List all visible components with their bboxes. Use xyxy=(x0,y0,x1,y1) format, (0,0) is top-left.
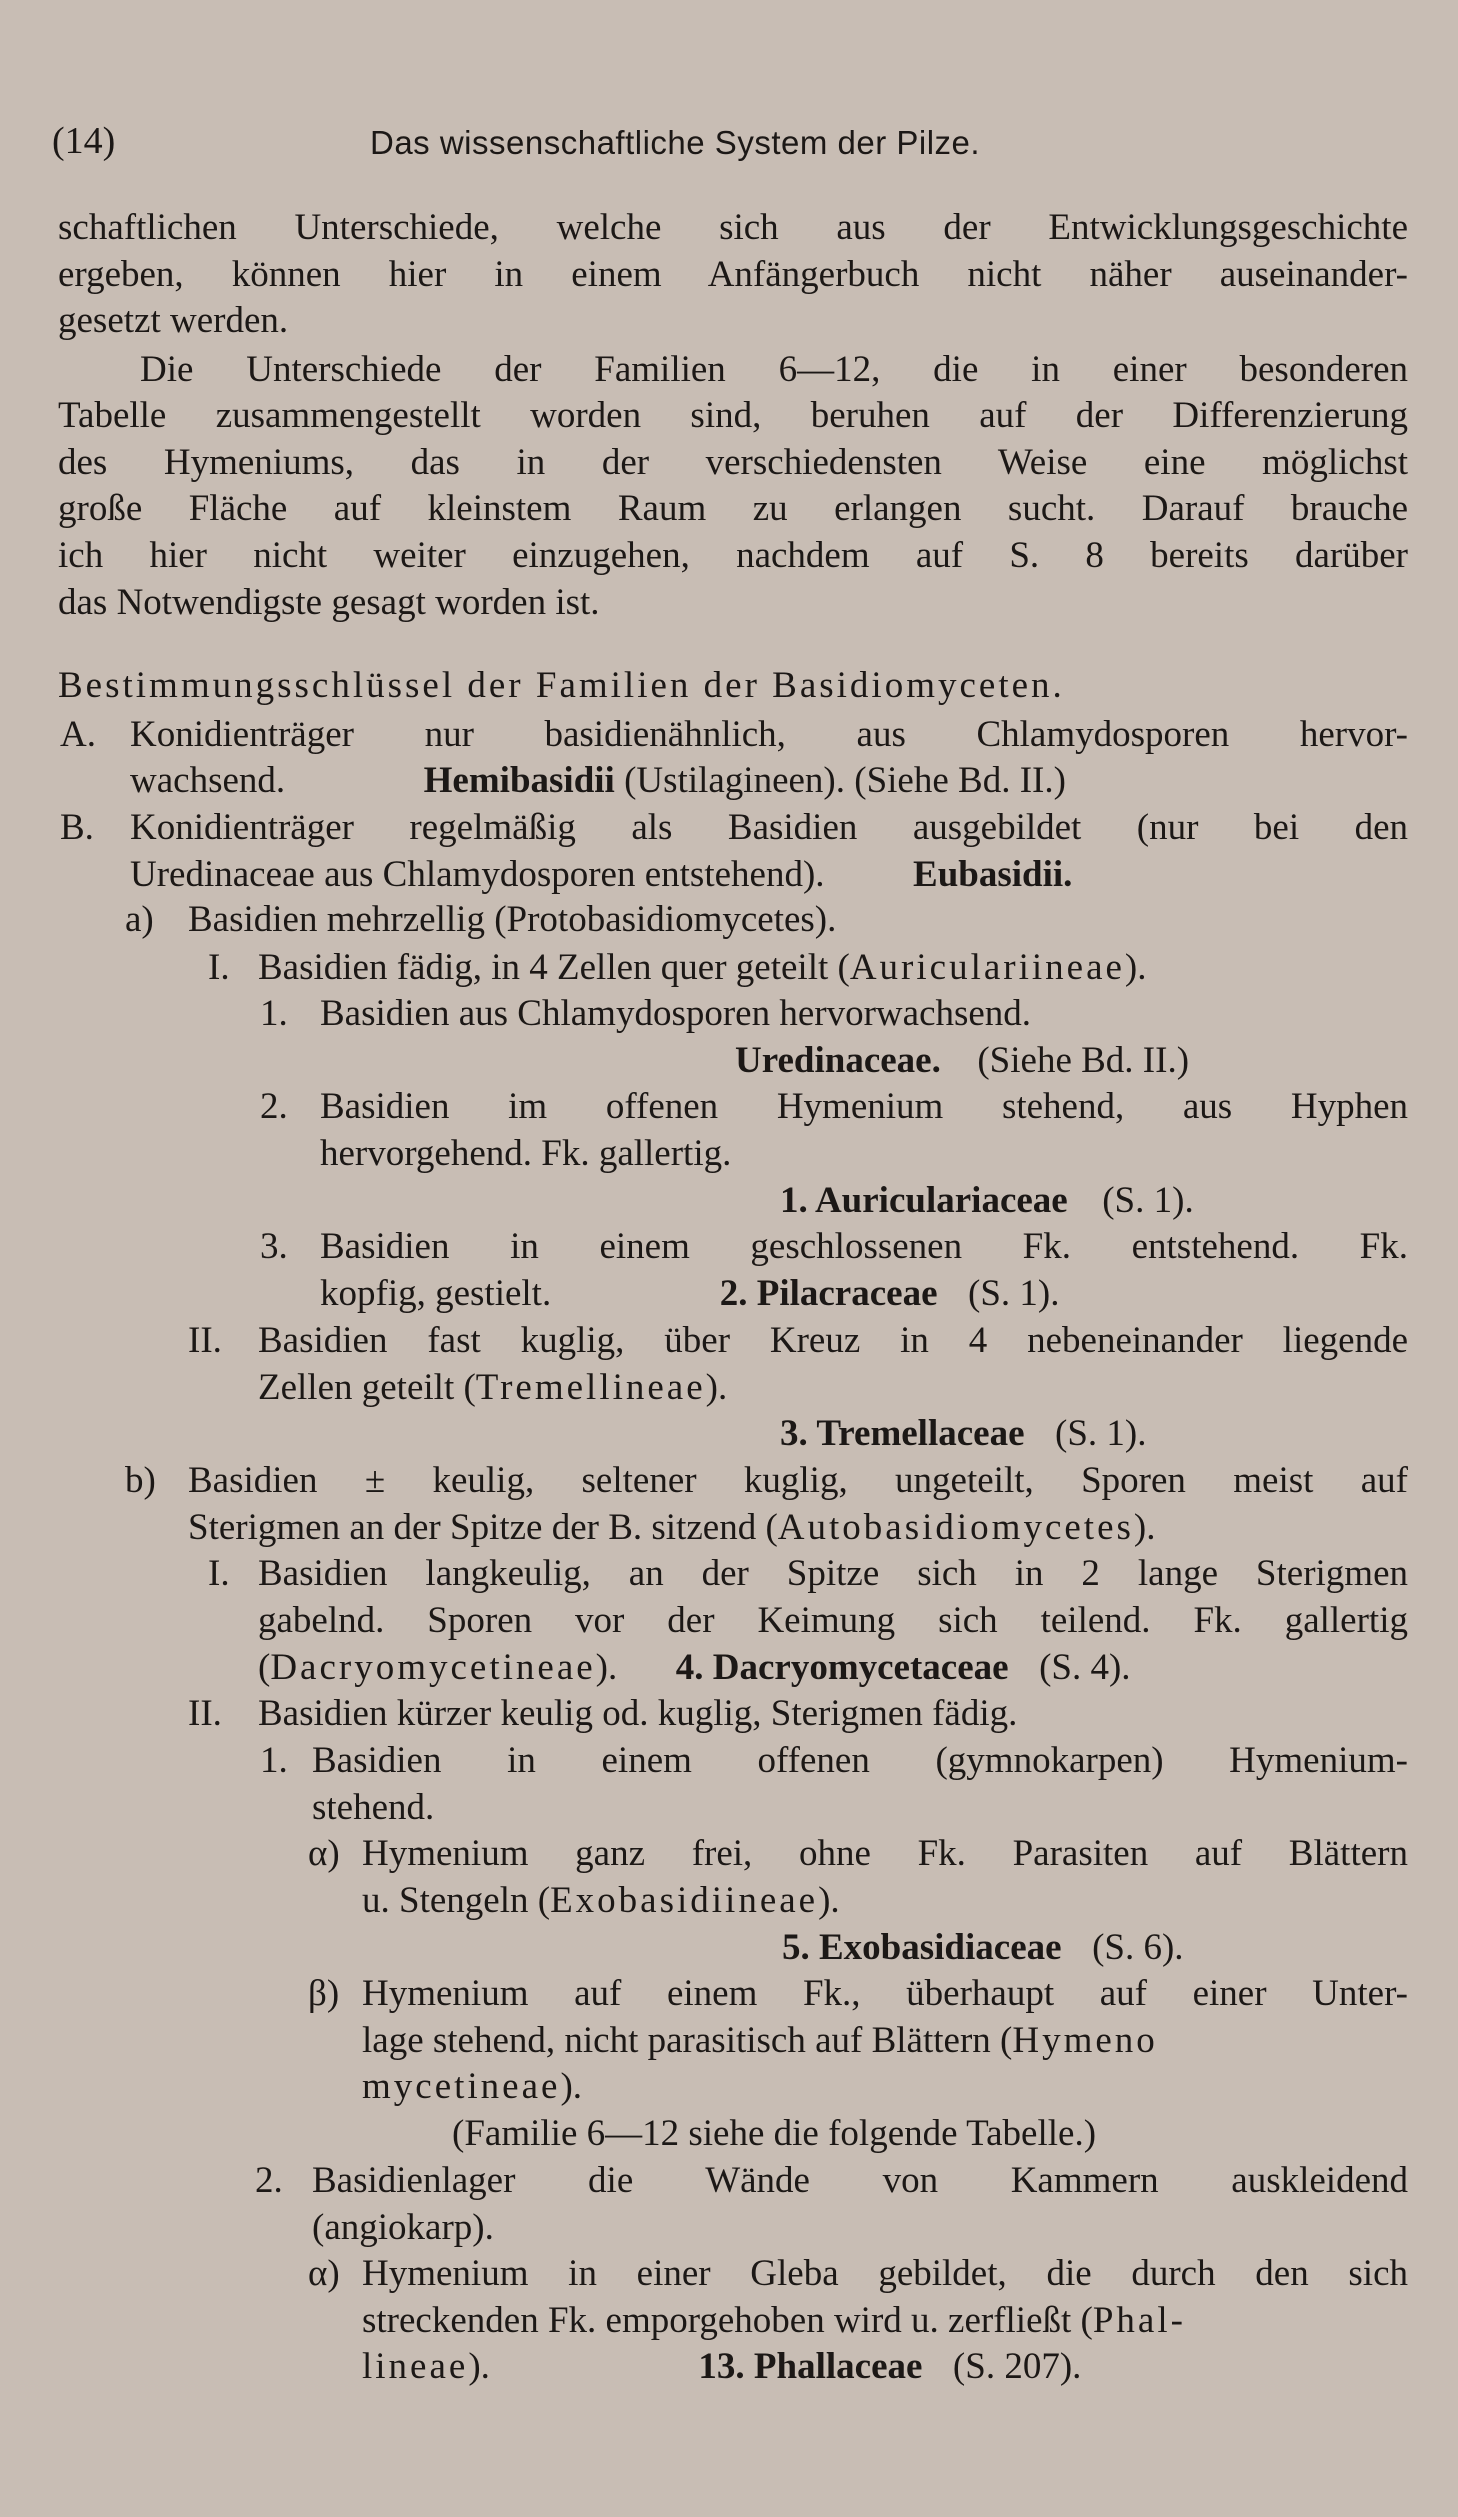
key-b-II2-line-1: Basidienlager die Wände von Kammern auskleidend xyxy=(312,2160,1408,2201)
key-b-I-marker: I. xyxy=(208,1553,230,1594)
key-a-I2-ref: (S. 1). xyxy=(1102,1180,1194,1221)
intro-line-6: des Hymeniums, das in der verschiedensten Weise eine möglichst xyxy=(58,442,1408,483)
group-lineae: lineae xyxy=(362,2346,469,2387)
key-B-line-2-text: Uredinaceae aus Chlamydosporen entstehend). xyxy=(130,854,825,895)
key-a-II-line-2 xyxy=(258,1365,727,1411)
key-a-II-line-3 xyxy=(780,1411,1147,1457)
page-number: (14) xyxy=(52,120,116,162)
key-alpha-line-2 xyxy=(362,1878,840,1924)
key-alpha2-line-3 xyxy=(362,2344,1081,2390)
key-a-II-ref: (S. 1). xyxy=(1055,1413,1147,1454)
key-b-line-2-text: Sterigmen an der Spitze der B. sitzend ( xyxy=(188,1507,778,1548)
key-beta-line-2-text: lage stehend, nicht parasitisch auf Blättern ( xyxy=(362,2020,1013,2061)
group-dacryomycetineae: Dacryomycetineae xyxy=(270,1647,596,1688)
key-A-line-2-post: (Ustilagineen). (Siehe Bd. II.) xyxy=(624,760,1066,801)
key-a-line-1: Basidien mehrzellig (Protobasidiomycetes). xyxy=(188,899,837,940)
key-a-I3-ref: (S. 1). xyxy=(968,1273,1060,1314)
key-B-marker: B. xyxy=(60,807,94,848)
key-a-I1-ref: (Siehe Bd. II.) xyxy=(977,1040,1190,1081)
key-a-I3-line-2-text: kopfig, gestielt. xyxy=(320,1273,552,1314)
taxon-uredinaceae: Uredinaceae. xyxy=(735,1040,941,1081)
key-title: Bestimmungsschlüssel der Familien der Basidiomyceten. xyxy=(58,665,1065,706)
key-alpha-line-1: Hymenium ganz frei, ohne Fk. Parasiten auf Blättern xyxy=(362,1833,1408,1874)
taxon-eubasidii: Eubasidii. xyxy=(913,854,1073,895)
key-a-I-post: ). xyxy=(1124,947,1147,988)
key-a-II-line-2-text: Zellen geteilt ( xyxy=(258,1367,476,1408)
taxon-tremellaceae: 3. Tremellaceae xyxy=(780,1413,1025,1454)
key-b-line-1: Basidien ± keulig, seltener kuglig, ungeteilt, Sporen meist auf xyxy=(188,1460,1408,1501)
key-a-marker: a) xyxy=(125,899,154,940)
key-b-I-line-3-open: ( xyxy=(258,1647,271,1688)
key-a-I2-line-3 xyxy=(780,1178,1194,1224)
key-a-I3-marker: 3. xyxy=(260,1226,288,1267)
key-beta-line-2 xyxy=(362,2018,1158,2064)
key-alpha2-line-3-post: ). xyxy=(468,2346,490,2387)
taxon-pilacraceae: 2. Pilacraceae xyxy=(719,1273,938,1314)
key-b-I-line-2: gabelnd. Sporen vor der Keimung sich teilend. Fk. gallertig xyxy=(258,1600,1408,1641)
intro-line-2: ergeben, können hier in einem Anfängerbuch nicht näher auseinander- xyxy=(58,254,1408,295)
key-b-II1-line-1: Basidien in einem offenen (gymnokarpen) Hymenium- xyxy=(312,1740,1408,1781)
key-b-II-line-1: Basidien kürzer keulig od. kuglig, Sterigmen fädig. xyxy=(258,1693,1018,1734)
group-phal: Phal- xyxy=(1092,2300,1186,2341)
running-title: Das wissenschaftliche System der Pilze. xyxy=(370,124,981,161)
group-autobasidiomycetes: Autobasidiomycetes xyxy=(777,1507,1134,1548)
group-auriculariineae: Auriculariineae xyxy=(849,947,1125,988)
key-b-line-2 xyxy=(188,1505,1155,1551)
key-beta-note: (Familie 6—12 siehe die folgende Tabelle.) xyxy=(452,2113,1097,2154)
key-b-II-marker: II. xyxy=(188,1693,222,1734)
intro-line-7: große Fläche auf kleinstem Raum zu erlangen sucht. Darauf brauche xyxy=(58,488,1408,529)
key-b-II2-line-2: (angiokarp). xyxy=(312,2207,494,2248)
group-mycetineae: mycetineae xyxy=(362,2066,561,2107)
taxon-exobasidiaceae: 5. Exobasidiaceae xyxy=(782,1927,1062,1968)
key-alpha-line-2-post: ). xyxy=(818,1880,840,1921)
taxon-hemibasidii: Hemibasidii xyxy=(423,760,615,801)
key-a-II-line-2-post: ). xyxy=(705,1367,728,1408)
key-b-II1-line-2: stehend. xyxy=(312,1787,435,1828)
group-exobasidiineae: Exobasidiineae xyxy=(550,1880,819,1921)
intro-line-1: schaftlichen Unterschiede, welche sich aus der Entwicklungsgeschichte xyxy=(58,207,1408,248)
taxon-auriculariaceae: 1. Auriculariaceae xyxy=(780,1180,1068,1221)
key-beta-line-1: Hymenium auf einem Fk., überhaupt auf einer Unter- xyxy=(362,1973,1408,2014)
key-alpha-line-3 xyxy=(782,1925,1184,1971)
taxon-dacryomycetaceae: 4. Dacryomycetaceae xyxy=(675,1647,1009,1688)
key-B-line-1: Konidienträger regelmäßig als Basidien ausgebildet (nur bei den xyxy=(130,807,1408,848)
key-b-II2-marker: 2. xyxy=(255,2160,283,2201)
key-A-marker: A. xyxy=(60,714,96,755)
key-beta-line-3 xyxy=(362,2064,582,2110)
group-tremellineae: Tremellineae xyxy=(475,1367,706,1408)
key-alpha2-line-2 xyxy=(362,2298,1186,2344)
intro-line-8: ich hier nicht weiter einzugehen, nachdem auf S. 8 bereits darüber xyxy=(58,535,1408,576)
key-a-I-line xyxy=(258,945,1147,991)
key-A-line-1: Konidienträger nur basidienähnlich, aus Chlamydosporen hervor- xyxy=(130,714,1408,755)
key-alpha2-line-1: Hymenium in einer Gleba gebildet, die durch den sich xyxy=(362,2253,1408,2294)
intro-line-9: das Notwendigste gesagt worden ist. xyxy=(58,582,600,623)
key-b-I-ref: (S. 4). xyxy=(1039,1647,1131,1688)
key-a-I2-marker: 2. xyxy=(260,1086,288,1127)
key-A-line-2-text: wachsend. xyxy=(130,760,286,801)
key-b-marker: b) xyxy=(125,1460,156,1501)
key-a-I-text: Basidien fädig, in 4 Zellen quer geteilt ( xyxy=(258,947,850,988)
key-a-I1-line-2 xyxy=(735,1038,1189,1084)
key-a-II-line-1: Basidien fast kuglig, über Kreuz in 4 nebeneinander liegende xyxy=(258,1320,1408,1361)
intro-line-3: gesetzt werden. xyxy=(58,300,289,341)
key-alpha-marker: α) xyxy=(308,1833,340,1874)
key-alpha2-ref: (S. 207). xyxy=(952,2346,1082,2387)
key-a-I2-line-1: Basidien im offenen Hymenium stehend, aus Hyphen xyxy=(320,1086,1408,1127)
key-B-line-2 xyxy=(130,852,1072,898)
key-a-I1-marker: 1. xyxy=(260,993,288,1034)
key-A-line-2 xyxy=(130,758,1066,804)
key-a-I3-line-2 xyxy=(320,1271,1059,1317)
key-a-I-marker: I. xyxy=(208,947,230,988)
key-b-I-line-1: Basidien langkeulig, an der Spitze sich in 2 lange Sterigmen xyxy=(258,1553,1408,1594)
key-alpha2-line-2-text: streckenden Fk. emporgehoben wird u. zerfließt ( xyxy=(362,2300,1093,2341)
key-alpha-line-2-text: u. Stengeln ( xyxy=(362,1880,551,1921)
key-b-I-line-3-close: ). xyxy=(595,1647,618,1688)
group-hymeno: Hymeno xyxy=(1012,2020,1158,2061)
intro-line-5: Tabelle zusammengestellt worden sind, beruhen auf der Differenzierung xyxy=(58,395,1408,436)
key-beta-line-3-post: ). xyxy=(560,2066,583,2107)
key-alpha2-marker: α) xyxy=(308,2253,340,2294)
key-beta-marker: β) xyxy=(308,1973,340,2014)
key-b-II1-marker: 1. xyxy=(260,1740,288,1781)
key-b-line-2-post: ). xyxy=(1133,1507,1156,1548)
key-b-I-line-3 xyxy=(258,1645,1131,1691)
key-a-I2-line-2: hervorgehend. Fk. gallertig. xyxy=(320,1133,732,1174)
key-alpha-ref: (S. 6). xyxy=(1092,1927,1184,1968)
key-a-I3-line-1: Basidien in einem geschlossenen Fk. entstehend. Fk. xyxy=(320,1226,1408,1267)
taxon-phallaceae: 13. Phallaceae xyxy=(698,2346,923,2387)
key-a-II-marker: II. xyxy=(188,1320,222,1361)
intro-line-4: Die Unterschiede der Familien 6—12, die in einer besonderen xyxy=(140,349,1408,390)
key-a-I1-line-1: Basidien aus Chlamydosporen hervorwachsend. xyxy=(320,993,1032,1034)
